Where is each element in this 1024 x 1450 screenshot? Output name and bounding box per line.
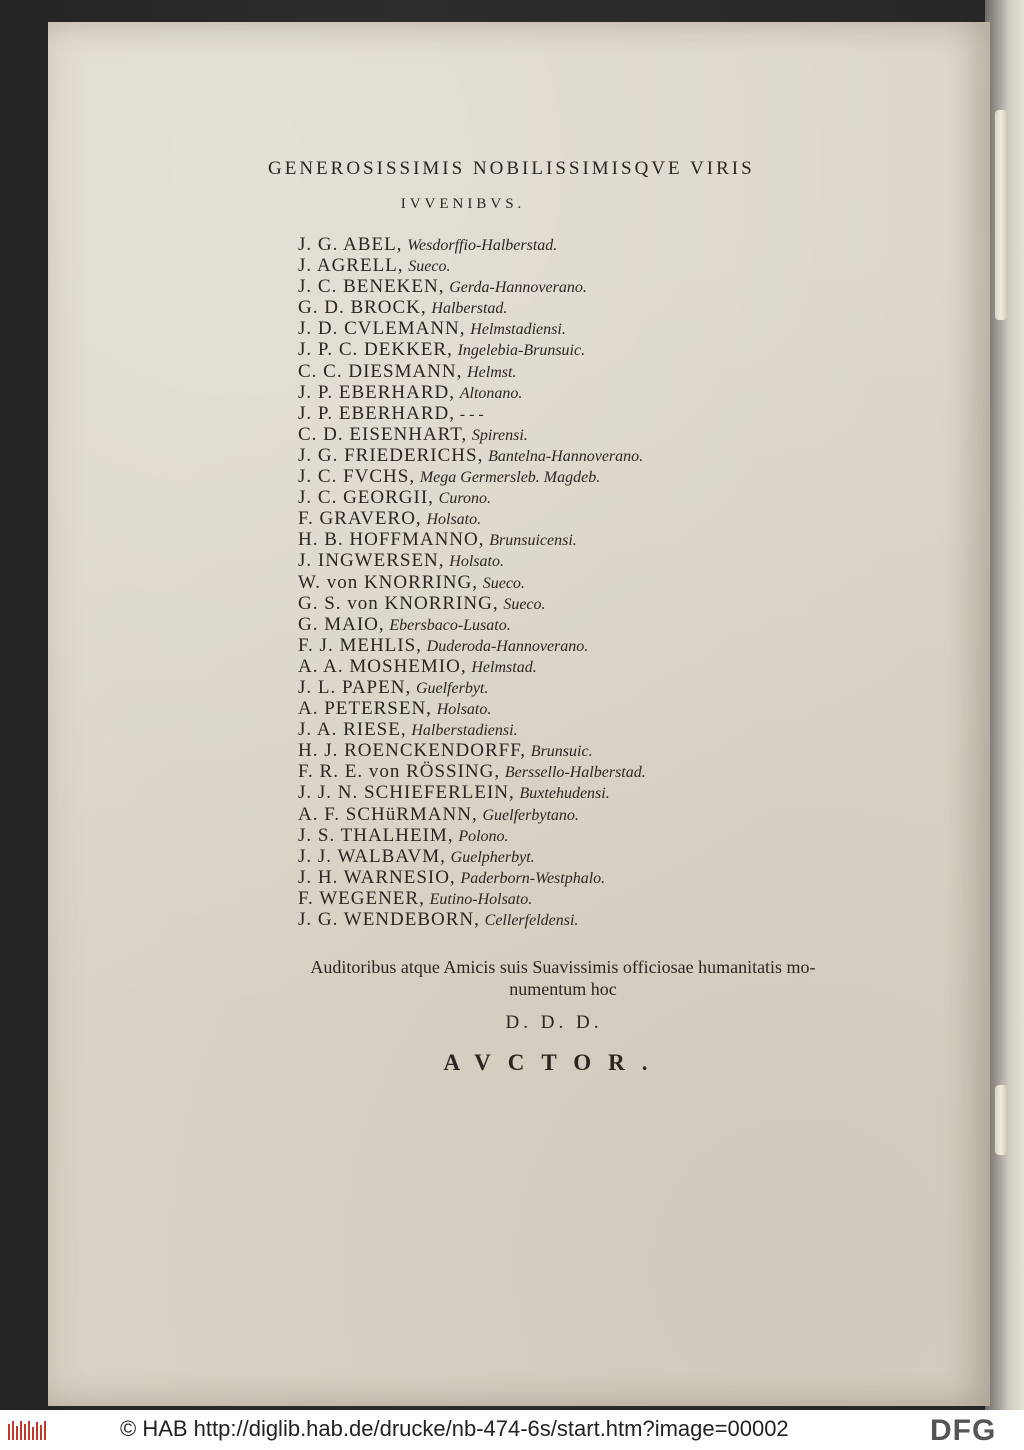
person-origin: Ebersbaco-Lusato. (389, 616, 511, 634)
person-origin: Duderoda-Hannoverano. (426, 637, 589, 655)
name-entry (298, 614, 858, 635)
person-origin: Paderborn-Westphalo. (460, 869, 606, 887)
name-entry (298, 888, 858, 909)
person-name: J. INGWERSEN, (298, 550, 445, 572)
person-name: J. J. N. SCHIEFERLEIN, (298, 782, 515, 804)
person-name: F. R. E. von RÖSSING, (298, 761, 501, 783)
person-origin: Sueco. (482, 574, 525, 592)
person-name: G. S. von KNORRING, (298, 592, 499, 614)
name-entry (298, 656, 858, 677)
auctor-signature: AVCTOR. (443, 1050, 665, 1075)
name-entry (298, 550, 858, 571)
person-name: W. von KNORRING, (298, 571, 478, 593)
person-origin: Ingelebia-Brunsuic. (457, 342, 586, 360)
person-name: J. S. THALHEIM, (298, 824, 454, 846)
person-name: J. C. FVCHS, (298, 466, 416, 488)
name-entry (298, 297, 858, 318)
person-origin: Helmst. (467, 363, 517, 381)
name-entry (298, 529, 858, 550)
name-entry (298, 909, 858, 930)
person-origin: Halberstadiensi. (411, 722, 518, 740)
person-origin: Holsato. (426, 511, 482, 529)
name-entry (298, 846, 858, 867)
person-origin: Brunsuic. (530, 743, 593, 761)
person-origin: Mega Germersleb. Magdeb. (419, 469, 601, 487)
page-heading: GENEROSISSIMIS NOBILISSIMISQVE VIRIS (268, 158, 755, 179)
person-name: J. J. WALBAVM, (298, 845, 446, 867)
person-name: J. P. EBERHARD, (298, 402, 455, 424)
person-name: H. B. HOFFMANNO, (298, 529, 485, 551)
person-name: J. AGRELL, (298, 255, 404, 277)
name-entry (298, 445, 858, 466)
name-entry (298, 867, 858, 888)
hab-barcode-logo-icon (6, 1418, 48, 1444)
person-name: J. P. EBERHARD, (298, 381, 455, 403)
person-origin: Gerda-Hannoverano. (449, 279, 587, 297)
person-origin: Holsato. (436, 701, 492, 719)
person-name: C. C. DIESMANN, (298, 360, 463, 382)
person-origin: Curono. (438, 490, 491, 508)
person-name: J. L. PAPEN, (298, 676, 412, 698)
name-entry (298, 382, 858, 403)
person-origin: Brunsuicensi. (489, 532, 577, 550)
person-name: J. C. BENEKEN, (298, 276, 445, 298)
name-list (298, 234, 858, 930)
name-entry (298, 361, 858, 382)
name-entry (298, 318, 858, 339)
person-origin: Bantelna-Hannoverano. (488, 447, 644, 465)
person-name: H. J. ROENCKENDORFF, (298, 740, 527, 762)
person-origin: - - - (459, 405, 484, 423)
person-name: G. MAIO, (298, 613, 385, 635)
person-origin: Cellerfeldensi. (484, 912, 579, 929)
person-origin: Buxtehudensi. (519, 785, 610, 803)
person-origin: Berssello-Halberstad. (504, 764, 646, 782)
person-origin: Halberstad. (431, 300, 508, 318)
person-name: J. D. CVLEMANN, (298, 318, 466, 340)
name-entry (298, 255, 858, 276)
ddd-line: D. D. D. (505, 1012, 603, 1033)
person-origin: Holsato. (449, 553, 504, 571)
person-origin: Spirensi. (471, 426, 528, 444)
person-origin: Helmstad. (471, 658, 537, 676)
name-entry (298, 635, 858, 656)
person-name: J. C. GEORGII, (298, 487, 434, 509)
scanned-page (48, 22, 990, 1406)
dedication-line: numentum hoc (509, 979, 617, 999)
dedication (258, 956, 868, 1000)
name-entry (298, 593, 858, 614)
person-name: J. H. WARNESIO, (298, 866, 456, 888)
adjacent-page-edge (985, 0, 1024, 1410)
person-name: J. G. ABEL, (298, 234, 403, 255)
person-name: J. G. WENDEBORN, (298, 909, 480, 930)
name-entry (298, 276, 858, 297)
name-entry (298, 825, 858, 846)
page-subheading: IVVENIBVS. (400, 196, 526, 212)
name-entry (298, 403, 858, 424)
name-entry (298, 487, 858, 508)
person-name: J. P. C. DEKKER, (298, 339, 453, 361)
name-entry (298, 466, 858, 487)
person-origin: Sueco. (503, 595, 546, 613)
person-name: A. PETERSEN, (298, 698, 432, 720)
name-entry (298, 698, 858, 719)
person-name: A. F. SCHüRMANN, (298, 803, 478, 825)
person-name: C. D. EISENHART, (298, 423, 468, 445)
person-origin: Guelpherbyt. (450, 848, 535, 866)
person-origin: Altonano. (459, 384, 523, 402)
name-entry (298, 339, 858, 360)
dfg-logo: DFG (930, 1414, 997, 1447)
name-entry (298, 424, 858, 445)
paper-strip (995, 1085, 1007, 1155)
person-origin: Helmstadiensi. (470, 321, 566, 339)
name-entry (298, 761, 858, 782)
person-origin: Wesdorffio-Halberstad. (407, 237, 558, 254)
name-entry (298, 740, 858, 761)
person-name: F. GRAVERO, (298, 508, 422, 530)
person-origin: Guelferbyt. (415, 679, 489, 697)
name-entry (298, 804, 858, 825)
person-origin: Eutino-Holsato. (429, 890, 533, 908)
person-name: F. J. MEHLIS, (298, 634, 422, 656)
paper-strip (995, 110, 1007, 320)
name-entry (298, 508, 858, 529)
name-entry (298, 572, 858, 593)
dedication-line: Auditoribus atque Amicis suis Suavissimis officiosae humanitatis mo- (310, 957, 816, 977)
person-origin: Sueco. (408, 258, 451, 276)
name-entry (298, 677, 858, 698)
source-link[interactable]: © HAB http://diglib.hab.de/drucke/nb-474-6s/start.htm?image=00002 (120, 1416, 789, 1441)
viewer-footer (0, 1410, 1024, 1450)
name-entry (298, 234, 858, 255)
person-name: G. D. BROCK, (298, 297, 427, 319)
person-name: J. A. RIESE, (298, 719, 407, 741)
name-entry (298, 782, 858, 803)
name-entry (298, 719, 858, 740)
person-origin: Polono. (458, 827, 509, 845)
person-origin: Guelferbytano. (482, 806, 579, 824)
person-name: J. G. FRIEDERICHS, (298, 444, 484, 466)
person-name: F. WEGENER, (298, 887, 425, 909)
person-name: A. A. MOSHEMIO, (298, 655, 467, 677)
